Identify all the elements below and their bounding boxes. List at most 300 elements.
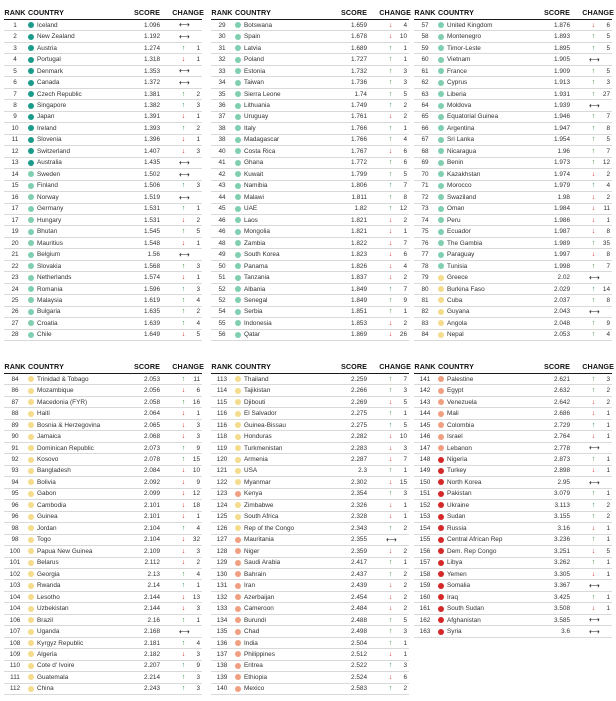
arrow-down-icon: ↓	[181, 274, 186, 282]
arrow-up-icon: ↑	[388, 56, 393, 64]
country-cell: China	[37, 685, 54, 693]
rank-cell: 101	[9, 559, 21, 567]
peace-level-dot-icon	[438, 332, 444, 338]
peace-level-dot-icon	[235, 114, 241, 120]
peace-level-dot-icon	[28, 560, 34, 566]
country-cell: Cuba	[447, 296, 463, 304]
arrow-down-icon: ↓	[388, 319, 393, 327]
rank-cell: 79	[421, 274, 429, 282]
peace-level-dot-icon	[235, 171, 241, 177]
rank-cell: 72	[421, 193, 429, 201]
change-cell	[570, 513, 612, 520]
score-cell: 2.275	[351, 421, 367, 429]
change-value: 12	[602, 159, 610, 167]
table-row	[211, 100, 409, 111]
change-cell	[160, 136, 202, 143]
table-row	[414, 397, 612, 408]
table-row	[414, 454, 612, 465]
arrow-up-icon: ↑	[181, 639, 186, 647]
peace-level-dot-icon	[28, 286, 34, 292]
score-cell: 1.568	[144, 262, 160, 270]
score-cell: 2.037	[554, 296, 570, 304]
peace-level-dot-icon	[28, 606, 34, 612]
country-cell: Gabon	[37, 490, 57, 498]
peace-level-dot-icon	[28, 686, 34, 692]
score-cell: 1.82	[354, 205, 367, 213]
rank-cell: 123	[216, 490, 228, 498]
change-value: 4	[403, 136, 407, 144]
arrow-up-icon: ↑	[591, 375, 596, 383]
change-value: 3	[196, 547, 200, 555]
country-cell: Namibia	[244, 182, 268, 190]
score-cell: 2.043	[554, 308, 570, 316]
table-row	[414, 330, 612, 341]
score-cell: 1.396	[144, 136, 160, 144]
peace-level-dot-icon	[28, 332, 34, 338]
change-value: 5	[606, 136, 610, 144]
score-cell: 2.512	[351, 650, 367, 658]
score-cell: 2.328	[351, 513, 367, 521]
country-cell: Honduras	[244, 433, 272, 441]
table-row	[414, 272, 612, 283]
table-row	[4, 466, 202, 477]
arrow-up-icon: ↑	[591, 296, 596, 304]
change-cell	[160, 56, 202, 63]
rank-cell: 74	[421, 216, 429, 224]
rank-cell: 13	[11, 159, 19, 167]
peace-level-dot-icon	[438, 502, 444, 508]
country-cell: Colombia	[447, 421, 474, 429]
table-row	[414, 238, 612, 249]
country-cell: Italy	[244, 124, 256, 132]
change-value: 16	[192, 398, 200, 406]
rank-cell: 45	[218, 205, 226, 213]
table-row	[4, 592, 202, 603]
peace-level-dot-icon	[28, 263, 34, 269]
country-cell: North Korea	[447, 478, 482, 486]
score-cell: 2.207	[144, 662, 160, 670]
change-cell	[160, 274, 202, 281]
country-cell: Peru	[447, 216, 461, 224]
rank-cell: 88	[11, 410, 19, 418]
country-cell: Sweden	[37, 170, 61, 178]
change-cell	[570, 444, 612, 452]
table-row	[4, 374, 202, 385]
country-cell: Germany	[37, 205, 64, 213]
score-cell: 2.524	[351, 673, 367, 681]
arrow-down-icon: ↓	[591, 605, 596, 613]
table-row	[4, 272, 202, 283]
arrow-up-icon: ↑	[388, 387, 393, 395]
peace-level-dot-icon	[28, 229, 34, 235]
change-value: 3	[196, 262, 200, 270]
change-cell	[570, 251, 612, 258]
score-cell: 2.522	[351, 662, 367, 670]
change-cell	[570, 102, 612, 110]
arrow-up-icon: ↑	[388, 685, 393, 693]
country-cell: Lithuania	[244, 102, 270, 110]
change-value: 1	[196, 616, 200, 624]
country-cell: Israel	[447, 433, 463, 441]
country-cell: Serbia	[244, 308, 263, 316]
arrow-down-icon: ↓	[388, 33, 393, 41]
score-cell: 2.343	[351, 524, 367, 532]
change-cell	[570, 433, 612, 440]
country-cell: Moldova	[447, 102, 472, 110]
table-row	[211, 77, 409, 88]
rank-cell: 17	[11, 216, 19, 224]
score-cell: 2.488	[351, 616, 367, 624]
change-cell	[160, 171, 202, 179]
change-cell	[570, 422, 612, 429]
change-cell	[160, 205, 202, 212]
score-cell: 1.274	[144, 44, 160, 52]
change-cell	[367, 410, 409, 417]
change-cell	[160, 628, 202, 636]
country-cell: Lebanon	[447, 444, 472, 452]
table-row	[4, 77, 202, 88]
change-value: 6	[403, 147, 407, 155]
table-row	[4, 20, 202, 31]
country-cell: Kuwait	[244, 170, 264, 178]
rank-cell: 96	[11, 501, 19, 509]
country-cell: Oman	[447, 205, 465, 213]
table-row	[414, 558, 612, 569]
peace-level-dot-icon	[438, 22, 444, 28]
score-cell: 1.732	[351, 67, 367, 75]
peace-level-dot-icon	[28, 434, 34, 440]
change-value: 10	[399, 433, 407, 441]
change-cell	[367, 274, 409, 281]
country-cell: Morocco	[447, 182, 472, 190]
country-cell: Niger	[244, 547, 260, 555]
country-cell: Myanmar	[244, 478, 271, 486]
table-row	[4, 135, 202, 146]
country-cell: Mauritania	[244, 536, 274, 544]
change-cell	[367, 662, 409, 669]
score-cell: 1.893	[554, 33, 570, 41]
change-cell	[367, 628, 409, 635]
peace-level-dot-icon	[235, 160, 241, 166]
country-cell: Turkmenistan	[244, 444, 283, 452]
change-cell	[367, 571, 409, 578]
score-cell: 3.305	[554, 570, 570, 578]
rank-cell: 61	[421, 67, 429, 75]
no-change-icon: ⟷	[179, 192, 190, 202]
table-row	[414, 385, 612, 396]
table-row	[4, 284, 202, 295]
arrow-up-icon: ↑	[591, 90, 596, 98]
change-cell	[160, 490, 202, 497]
change-cell	[160, 228, 202, 235]
score-cell: 1.851	[351, 308, 367, 316]
rank-cell: 133	[216, 605, 228, 613]
peace-level-dot-icon	[28, 68, 34, 74]
peace-level-dot-icon	[235, 229, 241, 235]
score-cell: 2.621	[554, 375, 570, 383]
table-row	[4, 558, 202, 569]
change-cell	[367, 331, 409, 338]
score-cell: 1.811	[351, 193, 367, 201]
country-cell: Cameroon	[244, 605, 274, 613]
peace-level-dot-icon	[438, 103, 444, 109]
change-value: 3	[403, 628, 407, 636]
country-cell: South Korea	[244, 251, 280, 259]
peace-level-dot-icon	[438, 388, 444, 394]
score-cell: 1.821	[351, 228, 367, 236]
change-cell	[570, 68, 612, 75]
change-cell	[367, 240, 409, 247]
country-cell: Norway	[37, 193, 59, 201]
table-row	[211, 249, 409, 260]
country-cell: Malaysia	[37, 296, 63, 304]
score-cell: 2.266	[351, 387, 367, 395]
change-value: 1	[606, 559, 610, 567]
table-row	[211, 489, 409, 500]
rank-cell: 67	[421, 136, 429, 144]
country-cell: India	[244, 639, 258, 647]
score-header: SCORE	[543, 7, 570, 17]
peace-level-dot-icon	[28, 309, 34, 315]
change-cell	[367, 263, 409, 270]
country-cell: Bhutan	[37, 228, 58, 236]
change-value: 1	[606, 605, 610, 613]
country-cell: Ireland	[37, 124, 57, 132]
arrow-up-icon: ↑	[388, 375, 393, 383]
country-cell: South Sudan	[447, 605, 484, 613]
table-header	[4, 360, 202, 374]
rank-cell: 131	[216, 582, 228, 590]
score-cell: 2.065	[144, 421, 160, 429]
score-cell: 2.02	[557, 274, 570, 282]
arrow-up-icon: ↑	[591, 501, 596, 509]
rank-cell: 73	[421, 205, 429, 213]
change-value: 1	[196, 274, 200, 282]
country-cell: UAE	[244, 205, 258, 213]
country-cell: Madagascar	[244, 136, 280, 144]
peace-level-dot-icon	[28, 45, 34, 51]
change-value: 8	[606, 251, 610, 259]
change-cell	[367, 605, 409, 612]
table-row	[4, 397, 202, 408]
rank-cell: 50	[218, 262, 226, 270]
arrow-down-icon: ↓	[388, 650, 393, 658]
rank-cell: 34	[218, 79, 226, 87]
arrow-down-icon: ↓	[388, 147, 393, 155]
change-cell	[367, 33, 409, 40]
score-cell: 1.766	[351, 124, 367, 132]
change-value: 3	[196, 650, 200, 658]
score-cell: 1.531	[144, 216, 160, 224]
arrow-down-icon: ↓	[388, 21, 393, 29]
change-cell	[160, 148, 202, 155]
change-cell	[570, 194, 612, 201]
peace-level-dot-icon	[235, 491, 241, 497]
peace-level-dot-icon	[438, 45, 444, 51]
table-row	[211, 580, 409, 591]
peace-level-dot-icon	[235, 103, 241, 109]
arrow-down-icon: ↓	[181, 501, 186, 509]
peace-level-dot-icon	[235, 674, 241, 680]
country-cell: Guatemala	[37, 673, 69, 681]
table-row	[211, 374, 409, 385]
country-cell: Nigeria	[447, 456, 468, 464]
score-cell: 2.355	[351, 536, 367, 544]
rank-cell: 4	[13, 56, 17, 64]
change-cell	[367, 674, 409, 681]
table-row	[211, 523, 409, 534]
change-cell	[570, 113, 612, 120]
rank-cell: 109	[9, 650, 21, 658]
arrow-down-icon: ↓	[591, 170, 596, 178]
peace-level-dot-icon	[438, 376, 444, 382]
score-cell: 1.727	[351, 56, 367, 64]
change-cell	[367, 113, 409, 120]
change-cell	[160, 594, 202, 601]
score-cell: 2.13	[147, 570, 160, 578]
country-cell: Nepal	[447, 331, 464, 339]
peace-level-dot-icon	[438, 80, 444, 86]
rank-cell: 33	[218, 67, 226, 75]
country-cell: Uzbekistan	[37, 605, 69, 613]
rank-cell: 25	[11, 296, 19, 304]
peace-level-dot-icon	[235, 445, 241, 451]
peace-level-dot-icon	[28, 103, 34, 109]
change-value: 10	[399, 33, 407, 41]
score-cell: 1.391	[144, 113, 160, 121]
rank-cell: 157	[419, 559, 431, 567]
peace-level-dot-icon	[235, 148, 241, 154]
peace-level-dot-icon	[438, 583, 444, 589]
score-cell: 1.192	[144, 33, 160, 41]
rank-cell: 21	[11, 251, 19, 259]
rank-cell: 158	[419, 570, 431, 578]
change-cell	[367, 251, 409, 258]
peace-level-dot-icon	[235, 434, 241, 440]
peace-level-dot-icon	[28, 91, 34, 97]
change-value: 9	[196, 478, 200, 486]
peace-level-dot-icon	[235, 606, 241, 612]
change-cell	[367, 56, 409, 63]
table-row	[414, 112, 612, 123]
country-cell: Guinea-Bissau	[244, 421, 286, 429]
table-row	[4, 204, 202, 215]
change-cell	[367, 525, 409, 532]
table-row	[211, 158, 409, 169]
table-row	[211, 272, 409, 283]
score-cell: 2.092	[144, 478, 160, 486]
change-value: 3	[403, 444, 407, 452]
rank-cell: 41	[218, 159, 226, 167]
rank-header: RANK	[4, 361, 26, 371]
change-value: 2	[403, 582, 407, 590]
score-cell: 2.064	[144, 410, 160, 418]
peace-level-dot-icon	[438, 252, 444, 258]
change-cell	[570, 410, 612, 417]
country-cell: Guyana	[447, 308, 470, 316]
change-cell	[160, 33, 202, 41]
change-value: 5	[403, 170, 407, 178]
score-cell: 1.989	[554, 239, 570, 247]
peace-level-dot-icon	[235, 502, 241, 508]
country-cell: Singapore	[37, 102, 67, 110]
change-value: 1	[196, 582, 200, 590]
rank-cell: 80	[421, 285, 429, 293]
arrow-up-icon: ↑	[388, 296, 393, 304]
change-cell	[160, 525, 202, 532]
country-cell: Bulgaria	[37, 308, 61, 316]
country-cell: Angola	[447, 319, 467, 327]
country-cell: Sri Lanka	[447, 136, 474, 144]
country-cell: Ukraine	[447, 501, 470, 509]
rank-cell: 124	[216, 501, 228, 509]
ranking-panel-5	[211, 360, 409, 695]
score-cell: 2.101	[144, 501, 160, 509]
rank-cell: 140	[216, 685, 228, 693]
peace-level-dot-icon	[28, 194, 34, 200]
arrow-up-icon: ↑	[388, 136, 393, 144]
peace-level-dot-icon	[235, 629, 241, 635]
score-cell: 1.619	[144, 296, 160, 304]
arrow-up-icon: ↑	[591, 331, 596, 339]
peace-level-dot-icon	[438, 411, 444, 417]
change-value: 1	[606, 490, 610, 498]
change-cell	[570, 240, 612, 247]
score-cell: 2.056	[144, 387, 160, 395]
rank-cell: 68	[421, 147, 429, 155]
change-value: 3	[196, 605, 200, 613]
change-value: 14	[602, 285, 610, 293]
arrow-down-icon: ↓	[591, 193, 596, 201]
change-value: 9	[403, 296, 407, 304]
score-cell: 1.531	[144, 205, 160, 213]
change-cell	[160, 308, 202, 315]
arrow-down-icon: ↓	[388, 547, 393, 555]
table-row	[414, 100, 612, 111]
arrow-up-icon: ↑	[388, 308, 393, 316]
score-cell: 2.282	[351, 433, 367, 441]
arrow-up-icon: ↑	[388, 205, 393, 213]
rank-header: RANK	[211, 361, 233, 371]
change-value: 1	[196, 56, 200, 64]
peace-level-dot-icon	[28, 674, 34, 680]
no-change-icon: ⟷	[179, 169, 190, 179]
country-cell: Syria	[447, 628, 462, 636]
no-change-icon: ⟷	[589, 615, 600, 625]
arrow-down-icon: ↓	[388, 593, 393, 601]
arrow-up-icon: ↑	[181, 308, 186, 316]
peace-level-dot-icon	[438, 171, 444, 177]
table-row	[4, 100, 202, 111]
rank-cell: 15	[11, 182, 19, 190]
change-cell	[160, 217, 202, 224]
peace-level-dot-icon	[438, 560, 444, 566]
table-row	[4, 454, 202, 465]
peace-level-dot-icon	[28, 583, 34, 589]
arrow-up-icon: ↑	[591, 536, 596, 544]
score-cell: 2.439	[351, 582, 367, 590]
peace-level-dot-icon	[235, 194, 241, 200]
table-row	[4, 684, 202, 695]
peace-level-dot-icon	[438, 240, 444, 246]
table-row	[414, 500, 612, 511]
table-row	[211, 112, 409, 123]
score-cell: 1.096	[144, 21, 160, 29]
rank-cell: 127	[216, 536, 228, 544]
change-value: 3	[403, 490, 407, 498]
change-value: 6	[403, 159, 407, 167]
change-cell	[367, 125, 409, 132]
